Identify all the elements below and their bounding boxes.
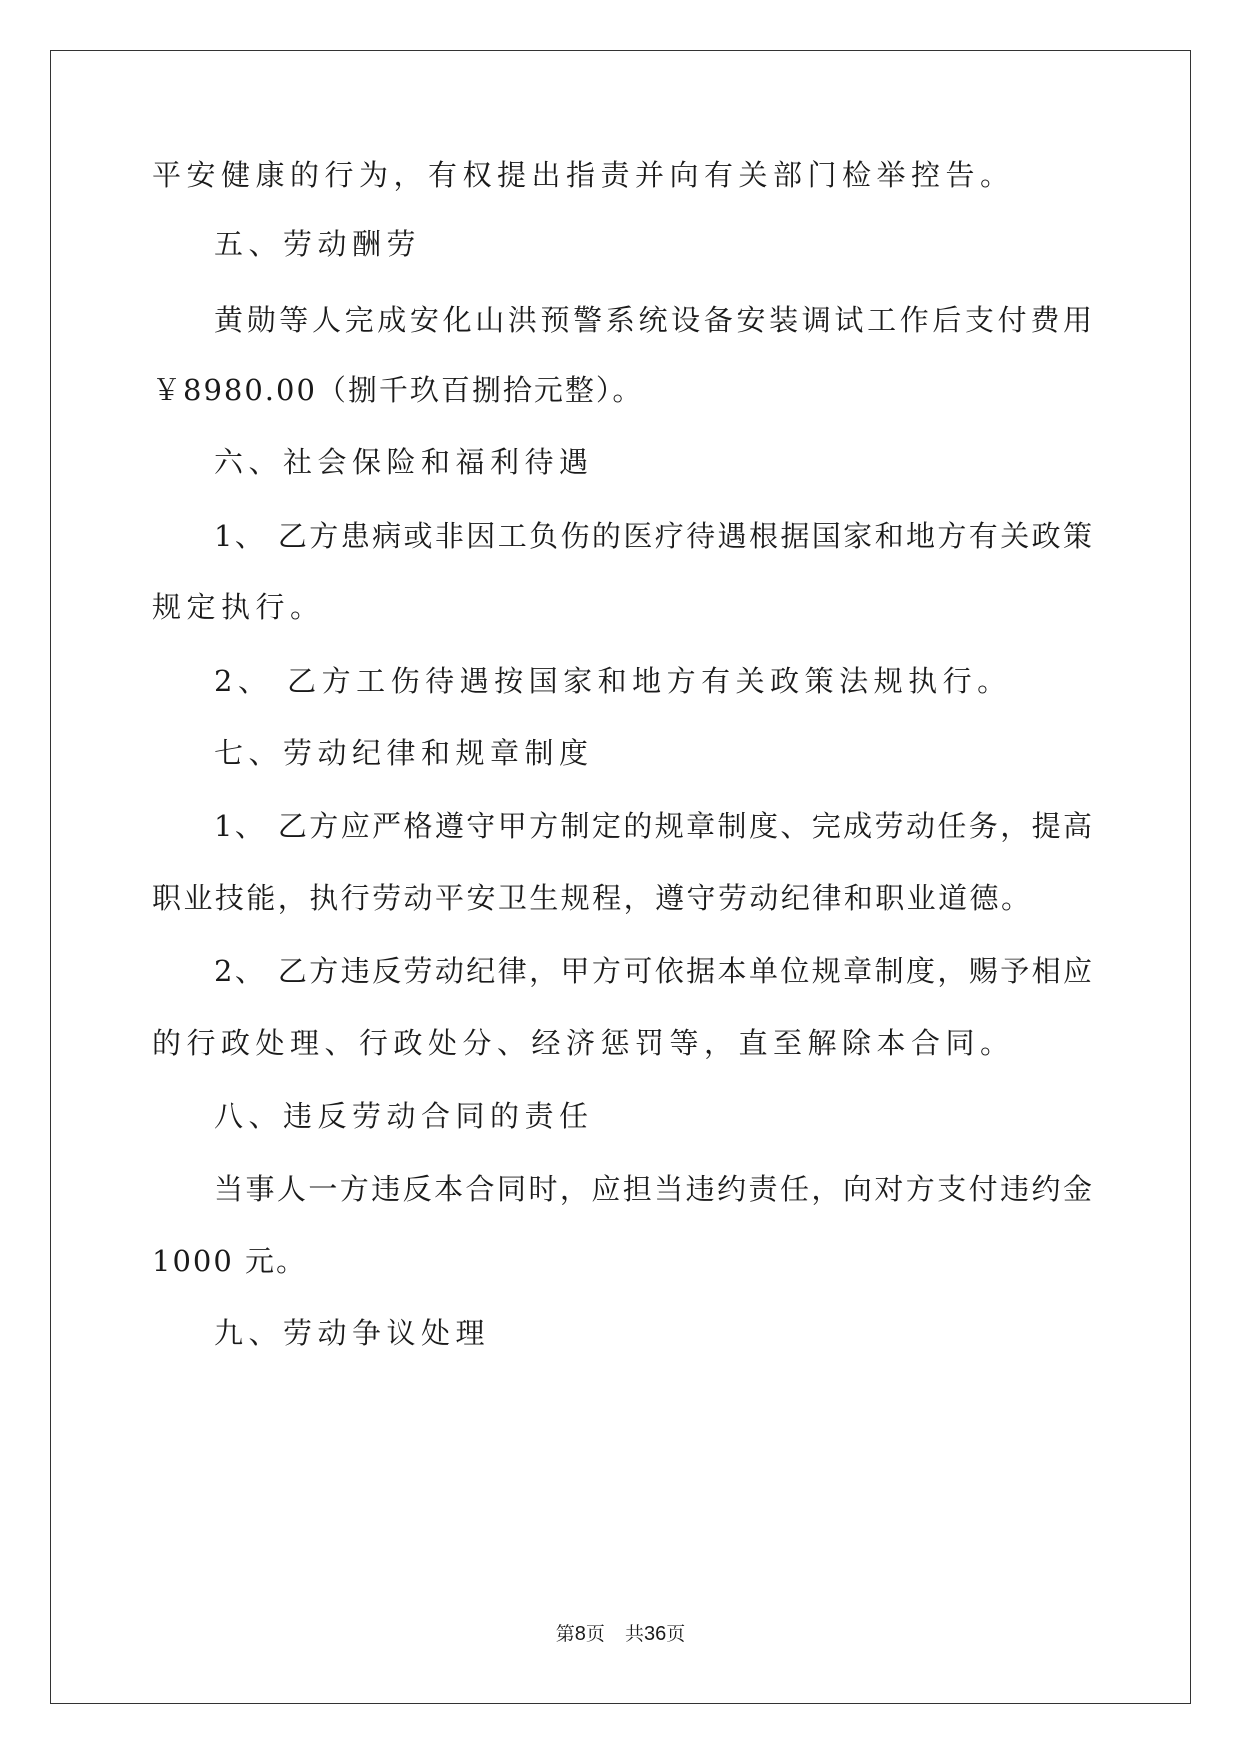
paragraph-line: 的行政处理、行政处分、经济惩罚等，直至解除本合同。 [152, 1026, 1015, 1060]
footer-total-pages: 36 [643, 1623, 667, 1645]
footer-total-suffix: 页 [666, 1623, 686, 1645]
paragraph-line: 规定执行。 [152, 590, 325, 624]
section-heading-8: 八、违反劳动合同的责任 [214, 1099, 594, 1133]
page-footer [0, 1622, 1241, 1646]
paragraph-line: 职业技能，执行劳动平安卫生规程，遵守劳动纪律和职业道德。 [152, 881, 1030, 915]
section-heading-6: 六、社会保险和福利待遇 [214, 445, 594, 479]
paragraph-line: 1000 元。 [152, 1244, 308, 1278]
footer-total-prefix: 共 [624, 1623, 644, 1645]
paragraph-line: 1、 乙方患病或非因工负伤的医疗待遇根据国家和地方有关政策 [214, 519, 1092, 553]
paragraph-line: 黄勋等人完成安化山洪预警系统设备安装调试工作后支付费用 [214, 303, 1092, 337]
paragraph-line: 当事人一方违反本合同时，应担当违约责任，向对方支付违约金 [214, 1172, 1092, 1206]
section-heading-9: 九、劳动争议处理 [214, 1316, 491, 1350]
paragraph-line: 1、 乙方应严格遵守甲方制定的规章制度、完成劳动任务，提高 [214, 809, 1092, 843]
paragraph-line: 2、 乙方违反劳动纪律，甲方可依据本单位规章制度，赐予相应 [214, 954, 1092, 988]
paragraph-line: ￥8980.00（捌千玖百捌拾元整）。 [152, 373, 644, 407]
paragraph-line: 平安健康的行为，有权提出指责并向有关部门检举控告。 [152, 158, 1015, 192]
paragraph-line: 2、 乙方工伤待遇按国家和地方有关政策法规执行。 [214, 664, 1012, 698]
section-heading-7: 七、劳动纪律和规章制度 [214, 736, 594, 770]
page-border [50, 50, 1191, 1704]
footer-page-number: 8 [574, 1623, 586, 1645]
footer-page-prefix: 第 [555, 1623, 575, 1645]
section-heading-5: 五、劳动酬劳 [214, 227, 422, 261]
footer-page-suffix: 页 [585, 1623, 605, 1645]
